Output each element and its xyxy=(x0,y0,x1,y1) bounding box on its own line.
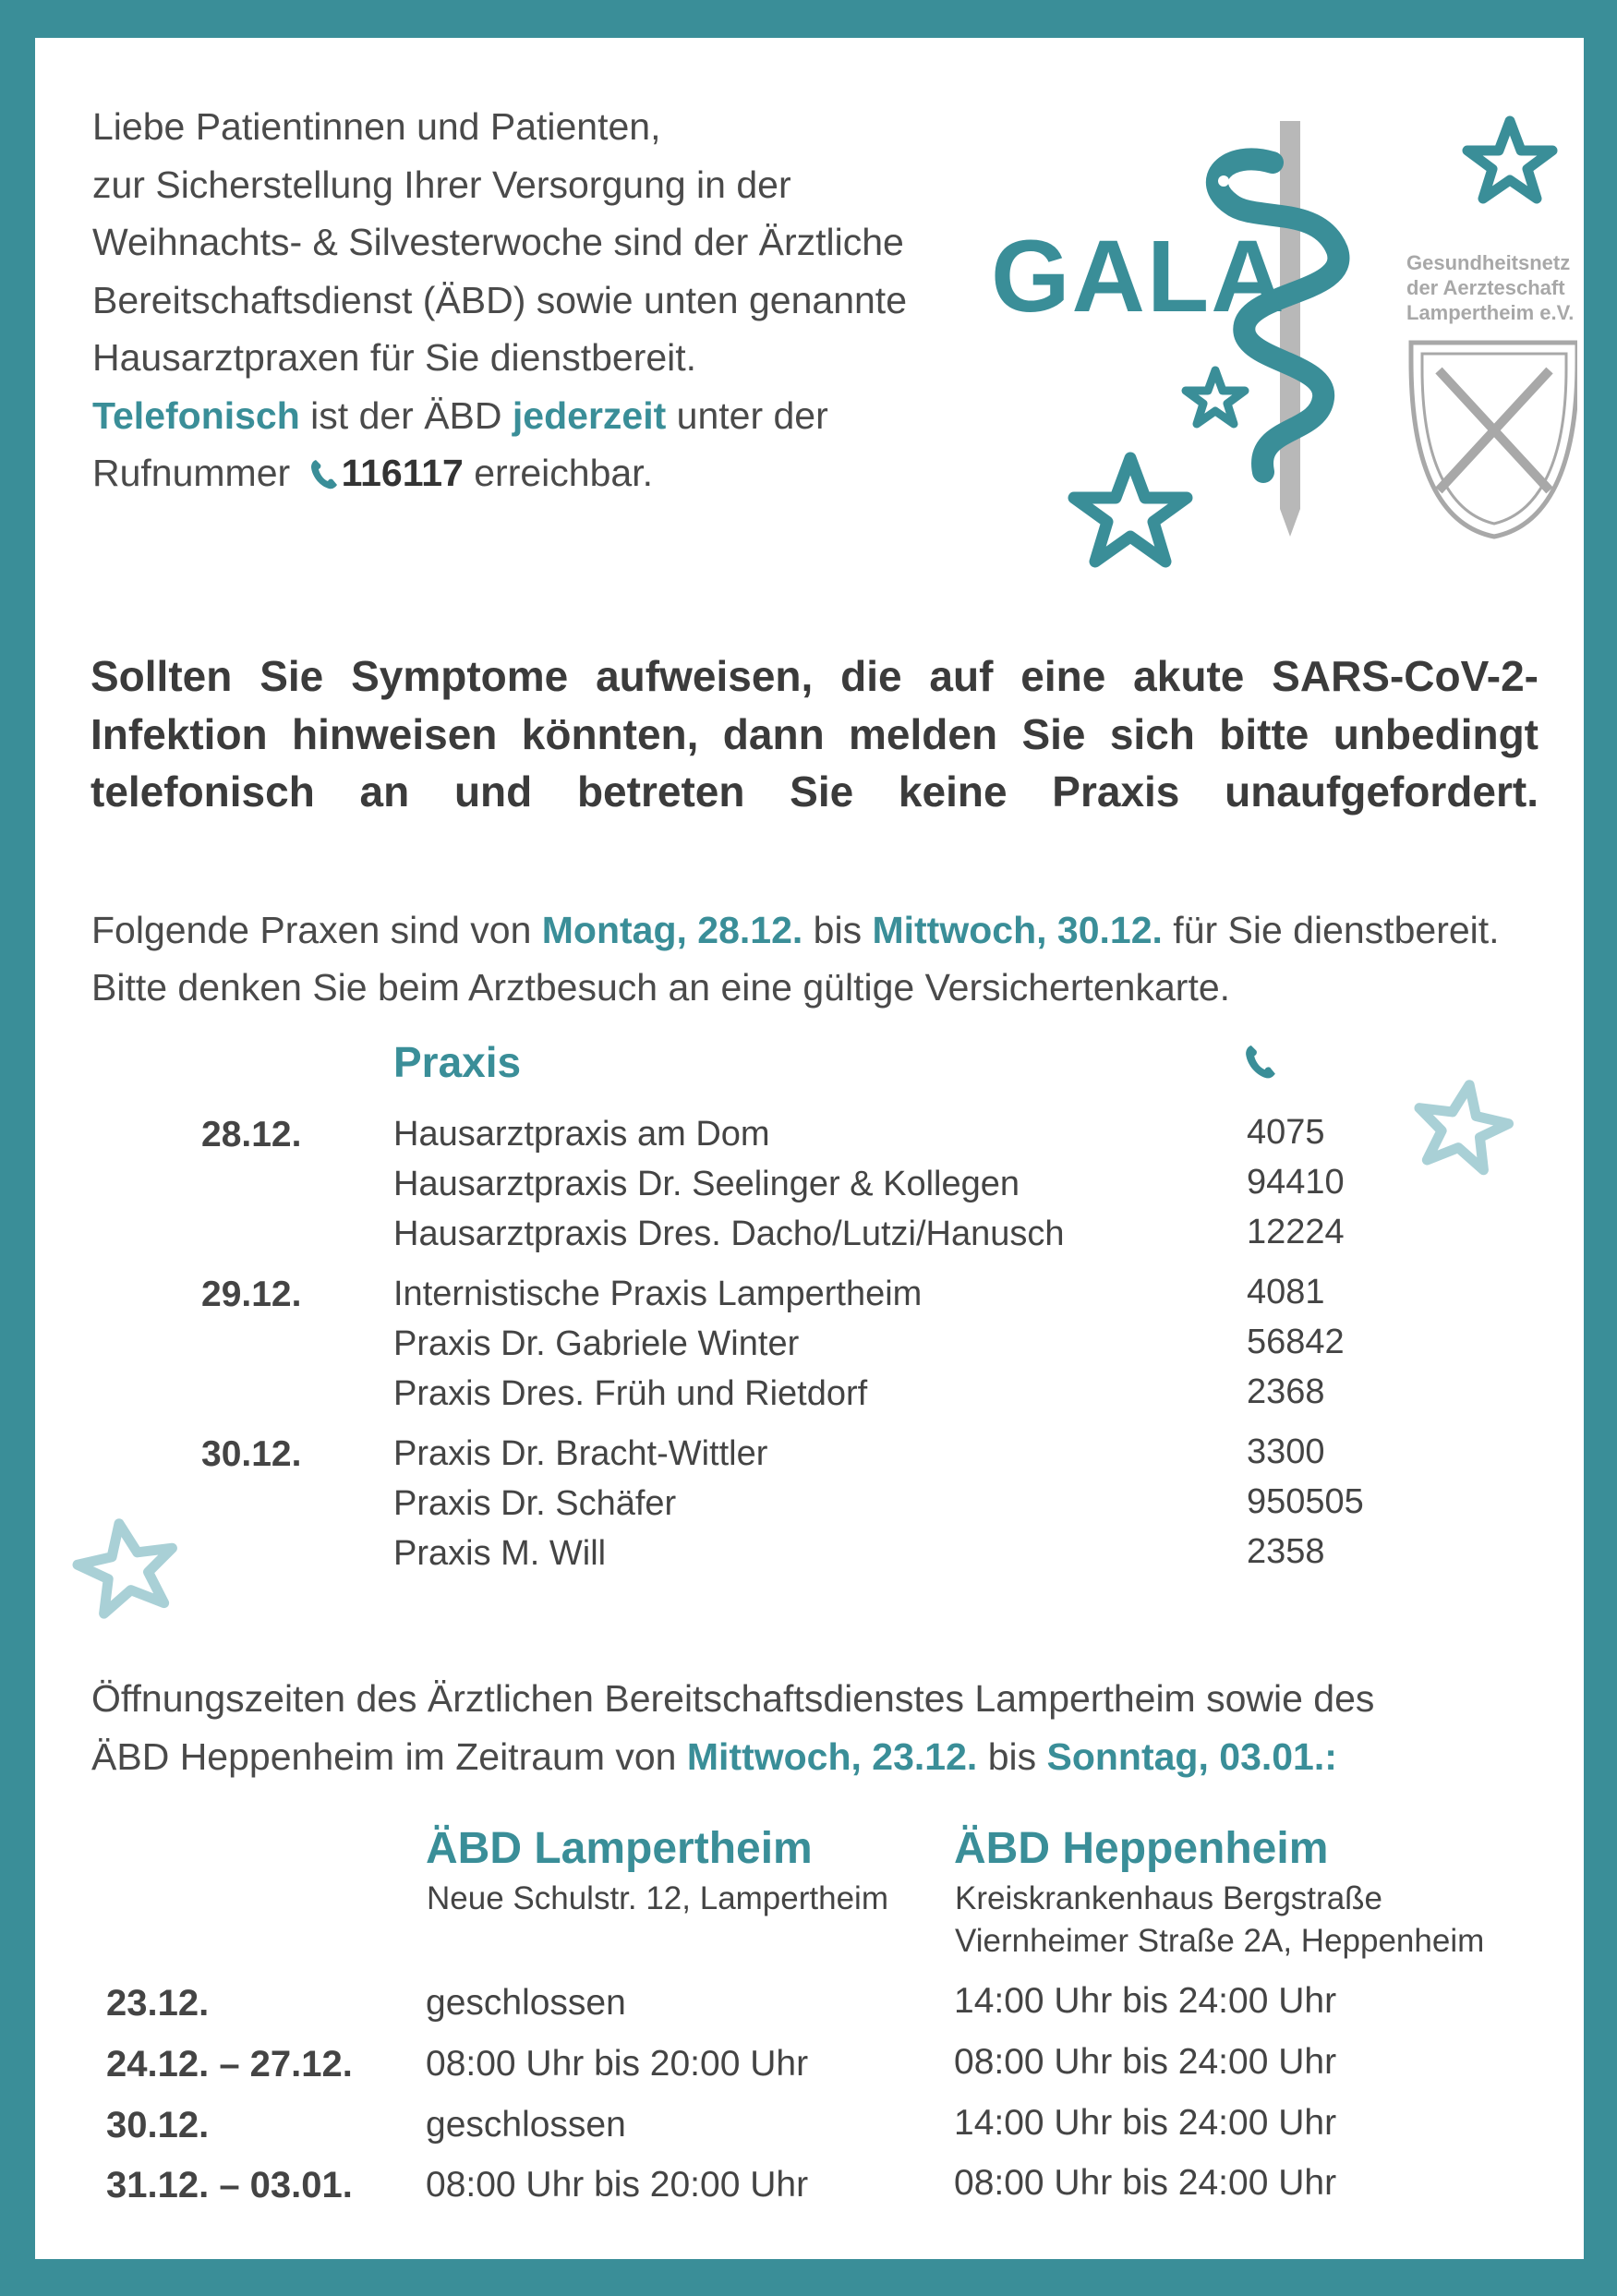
schedule-lampertheim: 08:00 Uhr bis 20:00 Uhr xyxy=(426,2165,809,2205)
intro-line: zur Sicherstellung Ihrer Versorgung in der xyxy=(92,163,791,206)
intro-line: Weihnachts- & Silvesterwoche sind der Ärztliche xyxy=(92,221,904,263)
praxis-column-header: Praxis xyxy=(393,1038,522,1086)
schedule-lampertheim: geschlossen xyxy=(426,1983,626,2023)
schedule-heppenheim: 08:00 Uhr bis 24:00 Uhr xyxy=(954,2163,1337,2203)
praxis-tel: 12224 xyxy=(1247,1213,1345,1251)
star-icon xyxy=(1186,370,1245,424)
intro-line-number xyxy=(92,444,1016,506)
emergency-number: 116117 xyxy=(341,452,464,494)
intro-text: erreichbar. xyxy=(463,452,653,494)
date-from: Mittwoch, 23.12. xyxy=(686,1735,978,1778)
heppenheim-address xyxy=(955,1878,1484,1963)
flyer-page xyxy=(35,38,1584,2259)
praxen-intro-line: Bitte denken Sie beim Arztbesuch an eine gültige Versichertenkarte. xyxy=(91,966,1231,1009)
schedule-date: 23.12. xyxy=(106,1983,210,2024)
praxis-name: Hausarztpraxis Dres. Dacho/Lutzi/Hanusch xyxy=(393,1214,1065,1253)
warning-line: Infektion hinweisen könnten, dann melden Sie sich bitte unbedingt xyxy=(91,709,1539,758)
date-to: Mittwoch, 30.12. xyxy=(872,909,1163,951)
praxis-name: Praxis M. Will xyxy=(393,1534,607,1573)
intro-paragraph xyxy=(92,98,1016,506)
schedule-date: 24.12. – 27.12. xyxy=(106,2044,353,2085)
logo-org-line: Lampertheim e.V. xyxy=(1406,301,1575,324)
date-from: Montag, 28.12. xyxy=(541,909,803,951)
warning-line: Sollten Sie Symptome aufweisen, die auf eine akute SARS-CoV-2- xyxy=(91,652,1539,700)
day-label: 30.12. xyxy=(201,1434,302,1474)
schedule-date: 31.12. – 03.01. xyxy=(106,2165,353,2205)
intro-line-phone-info xyxy=(92,387,1016,445)
intro-text: ÄBD Heppenheim im Zeitraum von xyxy=(91,1735,687,1778)
intro-text: bis xyxy=(977,1735,1047,1778)
praxis-tel: 950505 xyxy=(1247,1482,1364,1521)
schedule-heppenheim: 08:00 Uhr bis 24:00 Uhr xyxy=(954,2042,1337,2082)
opening-intro-line: Öffnungszeiten des Ärztlichen Bereitschaftsdienstes Lampertheim sowie des xyxy=(91,1677,1375,1720)
highlight-telefonisch: Telefonisch xyxy=(92,393,300,437)
covid-warning xyxy=(91,647,1539,821)
intro-line: Bereitschaftsdienst (ÄBD) sowie unten genannte xyxy=(92,278,908,321)
praxis-name: Praxis Dres. Früh und Rietdorf xyxy=(393,1374,868,1413)
gala-logo xyxy=(949,93,1577,592)
praxen-intro-line xyxy=(91,901,1569,959)
praxis-name: Praxis Dr. Gabriele Winter xyxy=(393,1324,800,1363)
intro-line: Hausarztpraxen für Sie dienstbereit. xyxy=(92,336,697,379)
heppenheim-title: ÄBD Heppenheim xyxy=(954,1824,1329,1873)
phone-icon xyxy=(1245,1043,1276,1084)
logo-org xyxy=(1406,250,1574,325)
schedule-heppenheim: 14:00 Uhr bis 24:00 Uhr xyxy=(954,2103,1337,2143)
shield-icon xyxy=(1411,343,1577,537)
logo-org-line: Gesundheitsnetz xyxy=(1406,251,1571,274)
praxis-name: Praxis Dr. Bracht-Wittler xyxy=(393,1434,768,1473)
star-icon xyxy=(72,1516,192,1626)
lampertheim-title: ÄBD Lampertheim xyxy=(426,1824,813,1873)
schedule-lampertheim: 08:00 Uhr bis 20:00 Uhr xyxy=(426,2044,809,2084)
star-icon xyxy=(1074,458,1187,562)
opening-intro-line xyxy=(91,1728,1569,1786)
praxis-tel: 3300 xyxy=(1247,1432,1325,1471)
date-to: Sonntag, 03.01.: xyxy=(1046,1735,1337,1778)
praxis-tel: 56842 xyxy=(1247,1323,1345,1361)
praxis-tel: 4081 xyxy=(1247,1273,1325,1311)
opening-hours-intro xyxy=(91,1670,1569,1786)
schedule-lampertheim: geschlossen xyxy=(426,2105,626,2145)
intro-text: Folgende Praxen sind von xyxy=(91,909,542,951)
logo-graphic xyxy=(949,93,1577,592)
intro-text: unter der xyxy=(666,393,828,437)
praxis-name: Hausarztpraxis Dr. Seelinger & Kollegen xyxy=(393,1165,1020,1203)
praxis-name: Internistische Praxis Lampertheim xyxy=(393,1275,923,1313)
praxen-intro xyxy=(91,901,1569,1016)
logo-org-line: der Aerzteschaft xyxy=(1406,276,1565,299)
lampertheim-address xyxy=(427,1878,888,1920)
praxis-name: Praxis Dr. Schäfer xyxy=(393,1484,677,1523)
praxis-name: Hausarztpraxis am Dom xyxy=(393,1115,770,1154)
praxis-tel: 2368 xyxy=(1247,1372,1325,1411)
logo-brand: GALA xyxy=(991,220,1286,333)
phone-icon xyxy=(310,448,338,506)
intro-text: Rufnummer xyxy=(92,452,301,494)
star-icon xyxy=(1467,121,1552,199)
intro-line: Liebe Patientinnen und Patienten, xyxy=(92,105,661,148)
praxis-tel: 94410 xyxy=(1247,1163,1345,1202)
schedule-heppenheim: 14:00 Uhr bis 24:00 Uhr xyxy=(954,1981,1337,2021)
address-line: Viernheimer Straße 2A, Heppenheim xyxy=(955,1923,1485,1959)
praxis-tel: 4075 xyxy=(1247,1113,1325,1152)
intro-text: bis xyxy=(802,909,873,951)
day-label: 29.12. xyxy=(201,1275,302,1314)
schedule-date: 30.12. xyxy=(106,2105,210,2145)
intro-text: für Sie dienstbereit. xyxy=(1162,909,1500,951)
day-label: 28.12. xyxy=(201,1115,302,1154)
praxis-tel: 2358 xyxy=(1247,1532,1325,1571)
highlight-jederzeit: jederzeit xyxy=(512,393,667,437)
address-line: Neue Schulstr. 12, Lampertheim xyxy=(427,1880,888,1916)
intro-text: ist der ÄBD xyxy=(299,393,513,437)
address-line: Kreiskrankenhaus Bergstraße xyxy=(955,1880,1382,1916)
star-icon xyxy=(1411,1077,1522,1178)
warning-line: telefonisch an und betreten Sie keine Praxis unaufgefordert. xyxy=(91,767,1539,816)
